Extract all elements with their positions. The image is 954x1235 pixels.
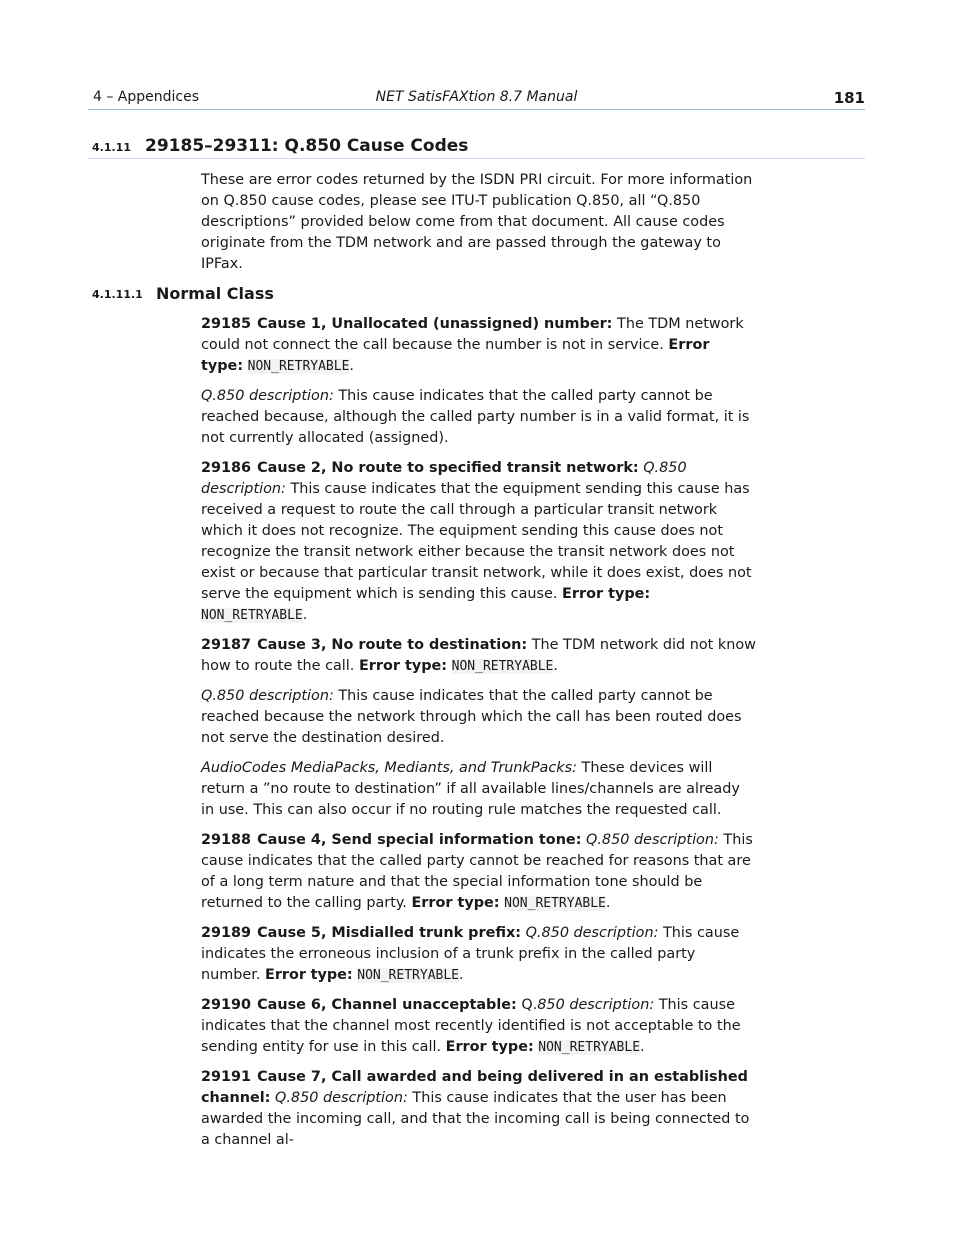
error-type-value: NON_RETRYABLE — [451, 659, 554, 674]
q850-description — [201, 386, 756, 449]
cause-title: Cause 5, Misdialled trunk prefix: — [257, 925, 522, 941]
q850-label: Q.850 description: — [586, 832, 719, 848]
cause-title: Cause 7, Call awarded and being delivered in an established channel: — [201, 1069, 748, 1106]
cause-code: 29188 — [201, 832, 252, 848]
cause-entry: 29186 Cause 2, No route to specified transit network: Q.850 description: This cause indicates that the equipment sending this cause has received a request to route the call through a particular transit network which it does not recognize. The equipment sending this cause does not recognize the transit network either because the transit network does not exist or because that particular transit network, while it does exist, does not serve the equipment which is sending this cause. Error type: NON_RETRYABLE. — [201, 460, 752, 623]
error-type-label: Error type: — [445, 1039, 534, 1055]
q850-label: Q.850 description: — [201, 460, 687, 497]
page-number: 181 — [833, 89, 865, 107]
cause-title: Cause 6, Channel unacceptable: — [257, 997, 517, 1013]
manual-title: NET SatisFAXtion 8.7 Manual — [375, 89, 578, 105]
q850-label: 850 description: — [537, 997, 655, 1013]
section-number: 4.1.11 — [92, 141, 131, 154]
error-type-value: NON_RETRYABLE — [357, 968, 459, 983]
error-type-label: Error type: — [562, 586, 651, 602]
subsection-number: 4.1.11.1 — [92, 288, 143, 301]
error-type-value: NON_RETRYABLE — [247, 359, 350, 374]
vendor-label: AudioCodes MediaPacks, Mediants, and TrunkPacks: — [201, 760, 577, 776]
q850-text: This cause indicates that the channel most recently identified is not acceptable to the sending entity for use in this call. — [201, 997, 741, 1055]
q850-label: Q.850 description: — [525, 925, 659, 941]
cause-entry: 29187 Cause 3, No route to destination: The TDM network did not know how to route the call. Error type: NON_RETRYABLE. — [201, 637, 756, 674]
q850-label: Q.850 description: — [201, 388, 334, 404]
q850-text: This cause indicates that the called party cannot be reached because, although the called party number is in a valid format, it is not currently allocated (assigned). — [201, 388, 750, 446]
error-type-value: NON_RETRYABLE — [538, 1040, 641, 1055]
cause-title: Cause 2, No route to specified transit network: — [257, 460, 639, 476]
cause-code: 29185 — [201, 316, 252, 332]
type-word: type: — [310, 967, 353, 983]
cause-code: 29191 — [201, 1069, 252, 1085]
vendor-note — [201, 758, 756, 821]
cause-entry: 29185 Cause 1, Unallocated (unassigned) number: The TDM network could not connect the call because the number is not in service. Error type: NON_RETRYABLE. — [201, 316, 744, 374]
section-intro: These are error codes returned by the ISDN PRI circuit. For more information on Q.850 cause codes, please see ITU-T publication Q.850, all “Q.850 descriptions” provided below come from that document. All cause codes originate from the TDM network and are passed through the gateway to IPFax. — [201, 172, 753, 272]
q850-prefix: Q. — [521, 997, 538, 1013]
cause-entry: 29188 Cause 4, Send special information tone: Q.850 description: This cause indicates that the called party cannot be reached for reasons that are of a long term nature and that the special information tone should be returned to the calling party. Error type: NON_RETRYABLE. — [201, 832, 753, 911]
error-word: Error — [265, 967, 307, 983]
q850-label: Q.850 description: — [201, 688, 334, 704]
cause-code-list — [201, 314, 756, 1160]
cause-code: 29190 — [201, 997, 252, 1013]
error-type-value: NON_RETRYABLE — [201, 608, 303, 623]
q850-text: This cause indicates the erroneous inclusion of a trunk prefix in the called party number. — [201, 925, 740, 983]
cause-title: Cause 4, Send special information tone: — [257, 832, 582, 848]
chapter-label: 4 – Appendices — [93, 89, 200, 105]
subsection-title: Normal Class — [156, 284, 274, 303]
cause-entry — [201, 1067, 756, 1151]
cause-title: Cause 1, Unallocated (unassigned) number: — [257, 316, 613, 332]
page-header — [88, 89, 865, 110]
cause-title: Cause 3, No route to destination: — [257, 637, 528, 653]
q850-label: Q.850 description: — [275, 1090, 408, 1106]
error-type-label: Error type: — [201, 337, 710, 374]
error-type-value: NON_RETRYABLE — [504, 896, 606, 911]
q850-description — [201, 686, 756, 749]
cause-text: The TDM network did not know how to route the call. — [201, 637, 756, 674]
cause-code: 29187 — [201, 637, 252, 653]
section-heading — [88, 136, 865, 159]
cause-code: 29189 — [201, 925, 252, 941]
error-type-label: Error type: — [358, 658, 448, 674]
vendor-text: These devices will return a ”no route to destination” if all available lines/channels are already in use. This can also occur if no routing rule matches the requested call. — [201, 760, 740, 818]
error-type-label: Error type: — [411, 895, 500, 911]
cause-code: 29186 — [201, 460, 252, 476]
cause-entry: 29189 Cause 5, Misdialled trunk prefix: Q.850 description: This cause indicates the erroneous inclusion of a trunk prefix in the called party number. Error type: NON_RETRYABLE. — [201, 925, 740, 983]
q850-text: This cause indicates that the user has been awarded the incoming call, and that the incoming call is being connected to a channel al- — [201, 1090, 750, 1148]
q850-text: This cause indicates that the called party cannot be reached for reasons that are of a long term nature and that the special information tone should be returned to the calling party. — [201, 832, 753, 911]
cause-text: The TDM network could not connect the call because the number is not in service. — [201, 316, 744, 353]
q850-text: This cause indicates that the equipment sending this cause has received a request to route the call through a particular transit network which it does not recognize. The equipment sending this cause does not recognize the transit network either because the transit network does not exist or because that particular transit network, while it does exist, does not serve the equipment which is sending this cause. — [201, 481, 752, 602]
cause-entry: 29190 Cause 6, Channel unacceptable: Q.850 description: This cause indicates that the channel most recently identified is not acceptable to the sending entity for use in this call. Error type: NON_RETRYABLE. — [201, 997, 741, 1055]
q850-text: This cause indicates that the called party cannot be reached because the network through which the call has been routed does not serve the destination desired. — [201, 688, 742, 746]
section-title: 29185–29311: Q.850 Cause Codes — [145, 136, 469, 156]
